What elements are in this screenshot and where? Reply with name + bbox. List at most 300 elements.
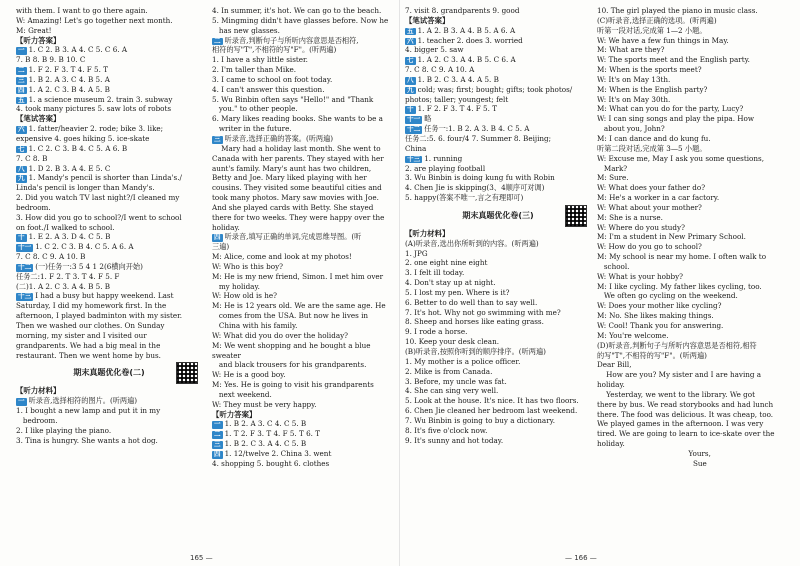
- line-text: 9. It's sunny and hot today.: [405, 435, 504, 445]
- line-text: expensive 4. goes hiking 5. ice-skate: [16, 133, 150, 143]
- line-text: 3. Tina is hungry. She wants a hot dog.: [16, 435, 158, 445]
- line-text: 【听力答案】: [212, 409, 257, 419]
- text-line: [597, 183, 783, 193]
- line-text: M: I'm a student in New Primary School.: [597, 232, 746, 242]
- text-line: [212, 193, 398, 203]
- text-line: [405, 124, 591, 134]
- line-text: 1. A 2. C 3. A 4. B 5. C 6. A: [417, 55, 516, 65]
- text-line: [16, 203, 202, 213]
- line-text: China with his family.: [212, 321, 298, 330]
- line-text: holiday.: [597, 439, 625, 449]
- text-line: [212, 154, 398, 164]
- text-line: [405, 55, 591, 65]
- text-line: [405, 426, 591, 436]
- text-line: [405, 386, 591, 396]
- line-text: W: Does your mother like cycling?: [597, 301, 722, 311]
- text-line: [212, 380, 398, 390]
- line-text: W: I can sing songs and play the pipa. How: [597, 114, 755, 124]
- line-text: M: When is the sports meet?: [597, 65, 702, 75]
- line-text: morning, my sister and I visited our: [16, 330, 147, 340]
- text-line: [212, 390, 398, 400]
- text-line: [16, 272, 202, 282]
- section-heading: [16, 36, 202, 46]
- text-line: [597, 75, 783, 85]
- text-line: [16, 183, 202, 193]
- line-text: M: He's a worker in a car factory.: [597, 193, 720, 203]
- line-text: 1. JPG: [405, 248, 428, 258]
- text-line: [16, 104, 202, 114]
- text-line: [212, 429, 398, 439]
- section-title: [16, 360, 202, 386]
- text-line: [405, 406, 591, 416]
- text-line: [16, 154, 202, 164]
- text-line: [405, 249, 591, 259]
- text-line: [16, 416, 202, 426]
- line-text: 1. E 2. A 3. D 4. C 5. B: [28, 232, 111, 242]
- text-line: [597, 321, 783, 331]
- line-text: 3. How did you go to school?/I went to school: [16, 212, 182, 222]
- text-line: [405, 104, 591, 114]
- line-text: 3. I felt ill today.: [405, 268, 465, 278]
- text-line: [597, 360, 783, 370]
- question-number-badge: 四: [214, 233, 221, 242]
- text-line: [16, 173, 202, 183]
- text-line: [597, 242, 783, 252]
- text-line: [597, 124, 783, 134]
- text-line: [212, 124, 398, 134]
- page-divider: [399, 0, 400, 566]
- line-text: W: What about your mother?: [597, 202, 702, 212]
- line-text: 1. a science museum 2. train 3. subway: [28, 94, 173, 104]
- line-text: 1. B 2. A 3. C 4. C 5. B: [224, 419, 307, 429]
- text-line: [597, 223, 783, 233]
- line-text: W: It's on May 30th.: [597, 94, 671, 104]
- line-text: 1. T 2. F 3. T 4. F 5. T 6. T: [224, 429, 321, 439]
- line-text: 略: [424, 114, 432, 124]
- line-text: 【笔试答案】: [16, 114, 61, 124]
- line-text: 2. I like playing the piano.: [16, 425, 112, 435]
- text-line: [212, 134, 398, 144]
- text-line: [405, 416, 591, 426]
- line-text: M: He is my new friend, Simon. I met him over: [212, 271, 384, 281]
- question-number-badge: 九: [18, 174, 25, 183]
- question-number-badge: 二: [214, 430, 221, 439]
- text-line: [16, 164, 202, 174]
- text-line: [212, 449, 398, 459]
- line-text: 1. F 2. F 3. T 4. F 5. T: [417, 104, 497, 114]
- text-line: [212, 341, 398, 361]
- text-line: [405, 65, 591, 75]
- question-number-badge: 十二: [18, 262, 32, 271]
- question-number-badge: 十一: [18, 243, 32, 252]
- line-text: We often go cycling on the weekend.: [597, 291, 738, 301]
- text-line: [597, 85, 783, 95]
- text-line: [597, 390, 783, 400]
- line-text: W: He is a good boy.: [212, 370, 286, 380]
- line-text: 6. Better to do well than to say well.: [405, 297, 538, 307]
- line-text: 1. Mandy's pencil is shorter than Linda's./: [28, 173, 182, 183]
- text-line: [405, 173, 591, 183]
- section-heading: [405, 229, 591, 239]
- line-text: 听录音,判断句子与所听内容意思是否相符,: [224, 35, 359, 45]
- text-line: [405, 239, 591, 249]
- qr-code-icon: [565, 205, 587, 227]
- text-line: [405, 288, 591, 298]
- line-text: M: What are they?: [597, 45, 665, 55]
- line-text: bedroom.: [16, 202, 51, 212]
- line-text: 5. I lost my pen. Where is it?: [405, 287, 510, 297]
- line-text: 1. running: [424, 153, 463, 163]
- text-line: [597, 272, 783, 282]
- text-line: [405, 36, 591, 46]
- text-line: [405, 183, 591, 193]
- question-number-badge: 十一: [407, 115, 421, 124]
- line-text: 7. C 8. C 9. A 10. B: [16, 252, 86, 262]
- line-text: W: They must be very happy.: [212, 399, 317, 409]
- question-number-badge: 八: [18, 164, 25, 173]
- text-line: [597, 232, 783, 242]
- line-text: (A)听录音,选出你所听到的内容。(听两遍): [405, 238, 539, 248]
- text-line: [16, 124, 202, 134]
- line-text: 7. Wu Binbin is going to buy a dictionary.: [405, 415, 556, 425]
- text-line: [16, 282, 202, 292]
- line-text: about you, John?: [597, 124, 665, 134]
- line-text: (二)1. A 2. C 3. A 4. B 5. B: [16, 281, 111, 291]
- line-text: M: Great!: [16, 25, 52, 35]
- question-number-badge: 二: [18, 66, 25, 75]
- line-text: school.: [597, 261, 630, 271]
- text-line: [597, 410, 783, 420]
- text-line: [212, 370, 398, 380]
- column-2: [212, 6, 398, 469]
- text-line: [212, 419, 398, 429]
- text-line: [597, 193, 783, 203]
- text-line: [405, 436, 591, 446]
- text-line: [16, 26, 202, 36]
- text-line: [405, 347, 591, 357]
- text-line: [405, 317, 591, 327]
- line-text: Yours,: [597, 448, 711, 458]
- text-line: [16, 144, 202, 154]
- question-number-badge: 七: [407, 56, 414, 65]
- line-text: restaurant. Then we went home by bus.: [16, 350, 161, 360]
- line-text: Sue: [597, 458, 707, 468]
- line-text: M: When is the English party?: [597, 84, 708, 94]
- line-text: 2. I'm taller than Mike.: [212, 65, 297, 75]
- line-text: 1. C 2. C 3. B 4. C 5. A 6. B: [28, 143, 128, 153]
- line-text: 的写"T",不相符的写"F"。(听两遍): [597, 350, 707, 360]
- question-number-badge: 一: [18, 397, 25, 406]
- text-line: [405, 337, 591, 347]
- text-line: [16, 232, 202, 242]
- question-number-badge: 十二: [407, 125, 421, 134]
- line-text: 4. In summer, it's hot. We can go to the beach.: [212, 6, 382, 15]
- line-text: 任务二:1. F 2. T 3. T 4. F 5. F: [16, 271, 120, 281]
- line-text: there by bus. We read storybooks and had lunch: [597, 399, 774, 409]
- line-text: 1. D 2. B 3. A 4. E 5. C: [28, 163, 111, 173]
- text-line: [597, 282, 783, 292]
- line-text: 1. C 2. C 3. B 4. C 5. A 6. A: [35, 242, 134, 252]
- text-line: [212, 331, 398, 341]
- line-text: M: No. She likes making things.: [597, 311, 714, 321]
- line-text: 1. 12/twelve 2. China 3. went: [224, 448, 332, 458]
- text-line: [597, 173, 783, 183]
- column-4: [597, 6, 783, 469]
- line-text: comes from the USA. But now he lives in: [212, 311, 369, 321]
- line-text: 1. B 2. C 3. A 4. C 5. B: [224, 439, 307, 449]
- question-number-badge: 十: [407, 105, 414, 114]
- text-line: [597, 114, 783, 124]
- line-text: cousins. They visited some beautiful cities and: [212, 183, 382, 193]
- text-line: [212, 45, 398, 55]
- line-text: cold; was; first; bought; gifts; took photos/: [417, 84, 573, 94]
- text-line: [16, 242, 202, 252]
- text-line: [597, 134, 783, 144]
- text-line: [405, 114, 591, 124]
- line-text: Dear Bill,: [597, 360, 632, 370]
- line-text: Mary had a holiday last month. She went to: [212, 143, 381, 153]
- question-number-badge: 九: [407, 85, 414, 94]
- text-line: [16, 436, 202, 446]
- text-line: [212, 95, 398, 105]
- line-text: 4. I can't answer this question.: [212, 84, 325, 94]
- text-line: [597, 291, 783, 301]
- text-line: [597, 262, 783, 272]
- text-line: [16, 301, 202, 311]
- line-text: Canada with her parents. They stayed with her: [212, 153, 384, 163]
- line-text: 1. fatter/heavier 2. rode; bike 3. like;: [28, 124, 164, 134]
- text-line: [597, 351, 783, 361]
- column-1: [16, 6, 202, 445]
- line-text: 10. Keep your desk clean.: [405, 337, 499, 347]
- text-line: [212, 311, 398, 321]
- line-text: 2. one eight nine eight: [405, 258, 488, 268]
- line-text: Linda's pencil is longer than Mandy's.: [16, 183, 155, 193]
- line-text: M: He is 12 years old. We are the same age. He: [212, 301, 386, 311]
- text-line: [597, 380, 783, 390]
- line-text: 【听力材料】: [16, 386, 61, 396]
- line-text: 3. Before, my uncle was fat.: [405, 376, 507, 386]
- line-text: M: What can you do for the party, Lucy?: [597, 104, 744, 114]
- text-line: [405, 144, 591, 154]
- line-text: 5. Wu Binbin often says "Hello!" and "Thank: [212, 94, 374, 104]
- line-text: 1. B 2. A 3. C 4. B 5. A: [28, 74, 110, 84]
- section-heading: [212, 410, 398, 420]
- line-text: M: You're welcome.: [597, 330, 669, 340]
- line-text: W: What is your hobby?: [597, 271, 684, 281]
- text-line: [405, 377, 591, 387]
- line-text: took many photos. Mary saw movies with Joe.: [212, 193, 379, 203]
- line-text: Betty and Joe. Mary liked playing with her: [212, 173, 367, 183]
- text-line: [405, 327, 591, 337]
- line-text: 6. Chen Jie cleaned her bedroom last weekend.: [405, 406, 578, 416]
- column-3: [405, 6, 591, 445]
- text-line: [16, 75, 202, 85]
- line-text: 1. I have a shy little sister.: [212, 55, 308, 65]
- text-line: [405, 95, 591, 105]
- line-text: W: Cool! Thank you for answering.: [597, 321, 724, 330]
- line-text: bedroom.: [16, 415, 58, 425]
- line-text: And she played cards with Betty. She stayed: [212, 202, 374, 212]
- text-line: [597, 419, 783, 429]
- text-line: [597, 301, 783, 311]
- text-line: [16, 291, 202, 301]
- line-text: M: I like cycling. My father likes cycling, too.: [597, 281, 762, 291]
- line-text: 6. Mary likes reading books. She wants to be a: [212, 114, 383, 124]
- text-line: [212, 65, 398, 75]
- question-number-badge: 五: [407, 26, 414, 35]
- text-line: [405, 308, 591, 318]
- line-text: there. The food was delicious. It was cheap, too.: [597, 409, 774, 419]
- line-text: 4. bigger 5. saw: [405, 45, 464, 55]
- line-text: 4. shopping 5. bought 6. clothes: [212, 458, 330, 468]
- text-line: [16, 65, 202, 75]
- text-line: [597, 439, 783, 449]
- line-text: 1. A 2. C 3. B 4. A 5. B: [28, 84, 110, 94]
- line-text: 2. are playing football: [405, 163, 486, 173]
- line-text: Saturday, I did my homework first. In the: [16, 301, 167, 311]
- section-heading: [405, 16, 591, 26]
- line-text: holiday.: [212, 222, 240, 232]
- text-line: [597, 36, 783, 46]
- text-line: [212, 16, 398, 26]
- line-text: 三遍): [212, 242, 230, 252]
- line-text: W: Who is this boy?: [212, 261, 284, 271]
- line-text: W: It's on May 13th.: [597, 74, 671, 84]
- line-text: you." to other people.: [212, 104, 298, 114]
- line-text: 1. I bought a new lamp and put it in my: [16, 406, 161, 416]
- line-text: 任务一:1. B 2. A 3. B 4. C 5. A: [424, 124, 530, 134]
- text-line: [212, 242, 398, 252]
- question-number-badge: 六: [18, 125, 25, 134]
- text-line: [597, 341, 783, 351]
- line-text: has new glasses.: [212, 25, 280, 35]
- text-line: [405, 268, 591, 278]
- text-line: [212, 183, 398, 193]
- text-line: [405, 193, 591, 203]
- text-line: [597, 429, 783, 439]
- text-line: [212, 439, 398, 449]
- line-text: 【听力答案】: [16, 35, 61, 45]
- line-text: W: What does your father do?: [597, 183, 706, 193]
- line-text: 5. happy(答案不唯一,言之有理即可): [405, 193, 524, 203]
- line-text: 1. C 2. B 3. A 4. C 5. C 6. A: [28, 45, 128, 55]
- text-line: [597, 331, 783, 341]
- text-line: [16, 426, 202, 436]
- question-number-badge: 三: [18, 75, 25, 84]
- text-line: [212, 104, 398, 114]
- line-text: Mark?: [597, 163, 628, 173]
- text-line: [597, 16, 783, 26]
- line-text: 9. I rode a horse.: [405, 327, 468, 337]
- line-text: W: How old is he?: [212, 291, 278, 301]
- line-text: 任务二:5. 6. four/4 7. Summer 8. Beijing;: [405, 133, 552, 143]
- line-text: M: She is a nurse.: [597, 212, 663, 222]
- text-line: [16, 406, 202, 416]
- text-line: [212, 114, 398, 124]
- line-text: I had a busy but happy weekend. Last: [35, 291, 174, 301]
- question-number-badge: 四: [214, 449, 221, 458]
- text-line: [405, 258, 591, 268]
- text-line: [212, 203, 398, 213]
- question-number-badge: 十三: [407, 154, 421, 163]
- page-number-left: 165 —: [190, 554, 213, 562]
- line-text: M: My school is near my home. I often walk to: [597, 252, 767, 262]
- line-text: (一)任务一:3 5 4 1 2(6横向开始): [35, 261, 143, 271]
- line-text: 【笔试答案】: [405, 15, 450, 25]
- question-number-badge: 四: [18, 85, 25, 94]
- section-title-text: 期末真题优化卷(三): [462, 210, 534, 220]
- line-text: 7. visit 8. grandparents 9. good: [405, 6, 520, 15]
- text-line: [16, 193, 202, 203]
- text-line: [212, 321, 398, 331]
- text-line: [16, 95, 202, 105]
- text-line: [405, 164, 591, 174]
- line-text: W: What did you do over the holiday?: [212, 330, 349, 340]
- line-text: W: Where do you study?: [597, 222, 685, 232]
- question-number-badge: 六: [407, 36, 414, 45]
- text-line: [597, 55, 783, 65]
- question-number-badge: 三: [214, 440, 221, 449]
- text-line: [405, 357, 591, 367]
- line-text: M: We went shopping and he bought a blue sweater: [212, 340, 373, 360]
- line-text: 1. teacher 2. does 3. worried: [417, 35, 523, 45]
- line-text: with them. I want to go there again.: [16, 6, 148, 15]
- text-line: [16, 341, 202, 351]
- text-line: [405, 45, 591, 55]
- line-text: and black trousers for his grandparents.: [212, 360, 367, 370]
- text-line: [16, 6, 202, 16]
- text-line: [16, 213, 202, 223]
- text-line: [597, 26, 783, 36]
- line-text: 10. The girl played the piano in music class.: [597, 6, 758, 15]
- question-number-badge: 一: [18, 46, 25, 55]
- line-text: 【听力材料】: [405, 228, 450, 238]
- line-text: M: Alice, come and look at my photos!: [212, 252, 352, 262]
- line-text: W: Amazing! Let's go together next month.: [16, 15, 173, 25]
- text-line: [597, 45, 783, 55]
- line-text: there for two weeks. They were happy over the: [212, 212, 385, 222]
- line-text: 4. Chen Jie is skipping(3、4顺序可对调): [405, 183, 545, 193]
- line-text: 相符的写"T",不相符的写"F"。(听两遍): [212, 45, 337, 55]
- line-text: (D)听录音,判断句子与所听内容意思是否相符,相符: [597, 340, 757, 350]
- line-text: 5. Mingming didn't have glasses before. Now he: [212, 15, 389, 25]
- line-text: 7. C 8. C 9. A 10. A: [405, 65, 475, 75]
- text-line: [212, 291, 398, 301]
- line-text: on foot./I walked to school.: [16, 222, 115, 232]
- section-heading: [16, 114, 202, 124]
- text-line: [212, 75, 398, 85]
- question-number-badge: 十: [18, 233, 25, 242]
- text-line: [212, 144, 398, 154]
- line-text: 3. Wu Binbin is doing kung fu with Robin: [405, 173, 555, 183]
- section-title-text: 期末真题优化卷(二): [73, 368, 145, 378]
- text-line: [405, 75, 591, 85]
- line-text: 3. I came to school on foot today.: [212, 74, 333, 84]
- text-line: [212, 232, 398, 242]
- text-line: [405, 396, 591, 406]
- line-text: grandparents. We had a big meal in the: [16, 340, 161, 350]
- line-text: photos; taller; youngest; felt: [405, 94, 509, 104]
- text-line: [597, 203, 783, 213]
- line-text: next weekend.: [212, 389, 272, 399]
- line-text: 8. It's five o'clock now.: [405, 425, 488, 435]
- line-text: 2. Did you watch TV last night?/I cleaned my: [16, 193, 180, 203]
- text-line: [212, 400, 398, 410]
- line-text: writer in the future.: [212, 124, 292, 134]
- line-text: China: [405, 143, 427, 153]
- text-line: [597, 213, 783, 223]
